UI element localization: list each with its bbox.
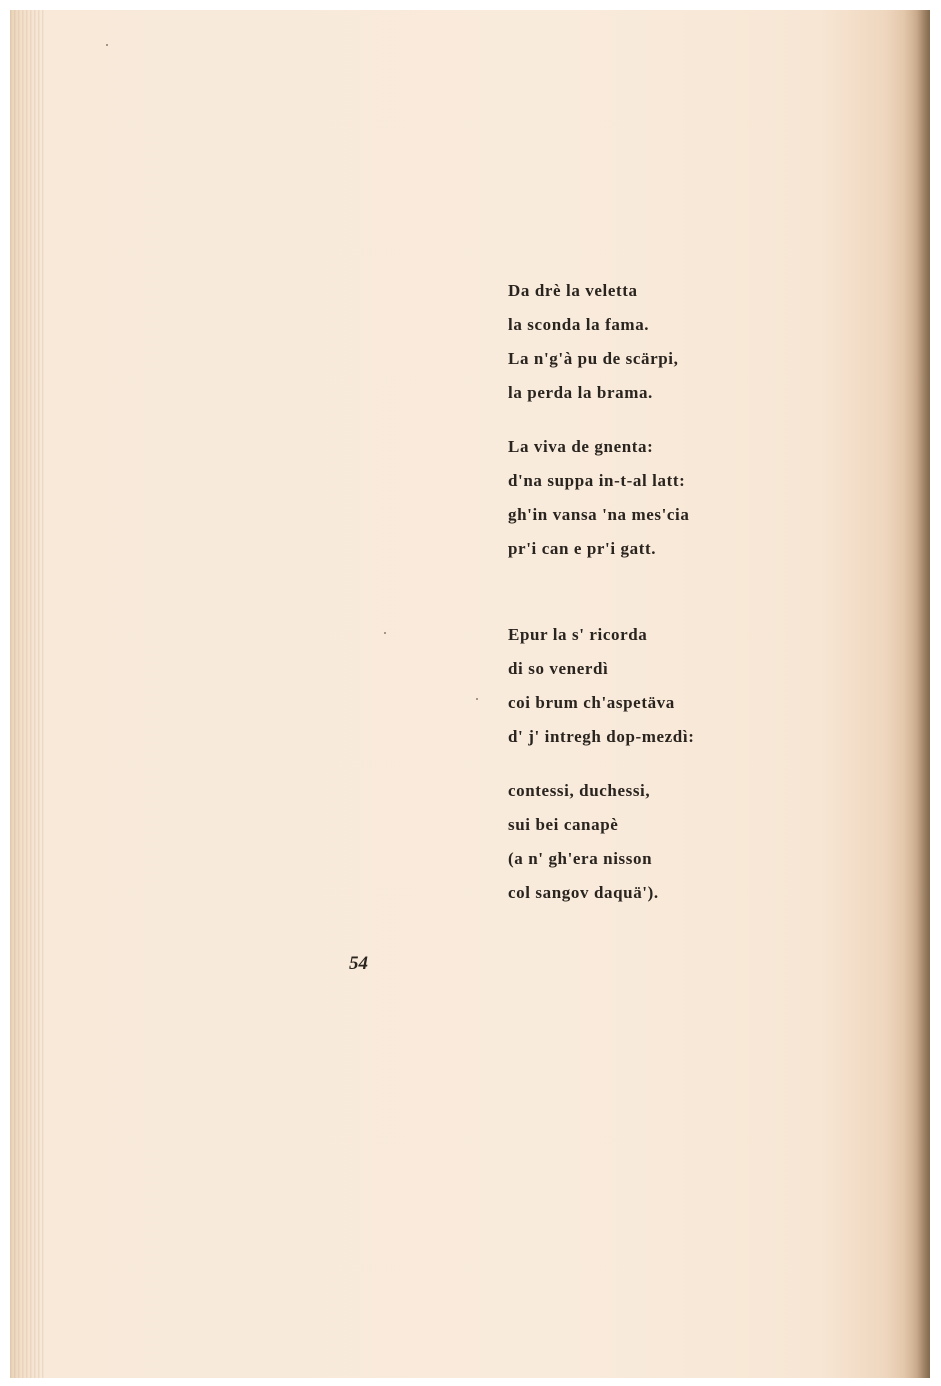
paper-speck: [106, 44, 108, 46]
poem-line: Epur la s' ricorda: [508, 625, 648, 644]
poem-line: sui bei canapè: [508, 815, 619, 834]
poem-line: contessi, duchessi,: [508, 781, 651, 800]
poem-line: Da drè la veletta: [508, 281, 638, 300]
poem-line: la sconda la fama.: [508, 315, 650, 334]
stanza-2: [508, 430, 689, 566]
poem-line: (a n' gh'era nisson: [508, 849, 653, 868]
poem-line: d' j' intregh dop-mezdì:: [508, 727, 695, 746]
paper-speck: [384, 632, 386, 634]
page-edge-left: [10, 10, 44, 1378]
stanza-1: [508, 274, 678, 410]
stanza-3: [508, 618, 694, 754]
stanza-4: [508, 774, 659, 910]
poem-line: coi brum ch'aspetäva: [508, 693, 675, 712]
page-gutter-shadow: [904, 10, 930, 1378]
page-number: 54: [349, 953, 368, 974]
poem-line: gh'in vansa 'na mes'cia: [508, 505, 690, 524]
poem-line: pr'i can e pr'i gatt.: [508, 539, 657, 558]
poem-line: la perda la brama.: [508, 383, 653, 402]
poem-line: col sangov daquä').: [508, 883, 659, 902]
poem-line: La viva de gnenta:: [508, 437, 654, 456]
poem-line: di so venerdì: [508, 659, 609, 678]
paper-speck: [476, 698, 478, 700]
poem-line: d'na suppa in-t-al latt:: [508, 471, 686, 490]
poem-line: La n'g'à pu de scärpi,: [508, 349, 679, 368]
book-page: [10, 10, 930, 1378]
